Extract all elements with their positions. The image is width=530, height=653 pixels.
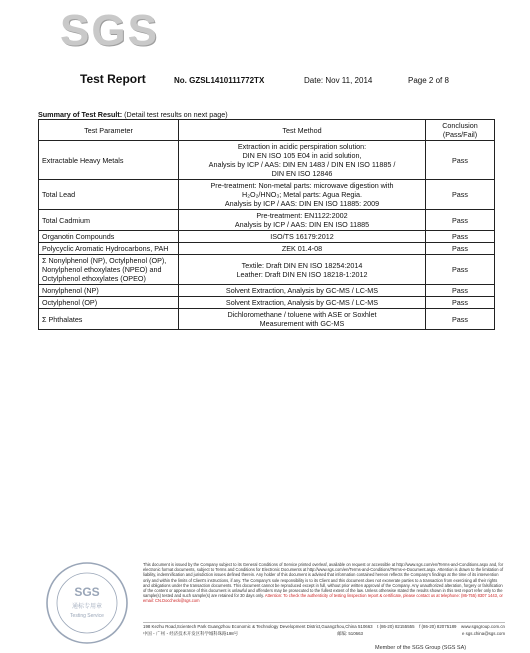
cell-parameter: Σ Phthalates: [39, 309, 179, 330]
footer-disclaimer: [143, 562, 505, 604]
attention-text: Attention: To check the authenticity of testing /inspection report & certificate, please contact us at telephone: (86-755) 8307 1443, or email: CN.Doccheck@sgs.com: [143, 593, 503, 604]
footer-address: [143, 622, 505, 637]
method-line: Dichloromethane / toluene with ASE or Soxhlet: [227, 310, 377, 319]
method-line: Pre-treatment: Non-metal parts: microwave digestion with: [210, 181, 394, 190]
header-method: Test Method: [179, 120, 426, 141]
method-line: Solvent Extraction, Analysis by GC-MS / LC-MS: [225, 298, 379, 307]
cell-parameter: Extractable Heavy Metals: [39, 141, 179, 180]
seal-en-text: Testing Service: [70, 613, 104, 619]
sgs-logo: SGS: [60, 6, 159, 55]
member-line: Member of the SGS Group (SGS SA): [375, 645, 467, 651]
method-line: Extraction in acidic perspiration solution:: [237, 142, 367, 151]
method-line: DIN EN ISO 105 E04 in acid solution,: [242, 151, 362, 160]
cell-conclusion: Pass: [426, 141, 495, 180]
cell-method: [179, 231, 426, 243]
cell-conclusion: Pass: [426, 309, 495, 330]
method-line: ISO/TS 16179:2012: [270, 232, 334, 241]
cell-method: [179, 180, 426, 210]
summary-heading: [38, 110, 228, 119]
cell-method: [179, 255, 426, 285]
summary-label: Summary of Test Result:: [38, 110, 123, 119]
table-row: [39, 297, 495, 309]
table-row: [39, 285, 495, 297]
header-conclusion-line2: (Pass/Fail): [442, 130, 478, 139]
report-title: Test Report: [80, 72, 146, 86]
cell-parameter: Σ Nonylphenol (NP), Octylphenol (OP), Nonylphenol ethoxylates (NPEO) and Octylphenol ethoxylates (OPEO): [39, 255, 179, 285]
table-row: [39, 309, 495, 330]
cell-parameter: Octylphenol (OP): [39, 297, 179, 309]
method-line: Analysis by ICP / AAS: DIN EN ISO 11885: [234, 220, 370, 229]
cell-conclusion: Pass: [426, 297, 495, 309]
report-number: No. GZSL1410111772TX: [174, 76, 265, 85]
address-row-cn: [143, 631, 505, 638]
method-line: H₂O₂/HNO₃; Metal parts: Agua Regia.: [242, 190, 362, 199]
cell-method: [179, 210, 426, 231]
cell-parameter: Nonylphenol (NP): [39, 285, 179, 297]
table-row: [39, 231, 495, 243]
cell-parameter: Total Cadmium: [39, 210, 179, 231]
cell-method: [179, 285, 426, 297]
cell-parameter: Organotin Compounds: [39, 231, 179, 243]
results-table: [38, 119, 495, 330]
method-line: Leather: Draft DIN EN ISO 18218-1:2012: [236, 269, 368, 279]
email: e sgs.china@sgs.com: [461, 630, 505, 636]
cell-conclusion: Pass: [426, 180, 495, 210]
cell-conclusion: Pass: [426, 231, 495, 243]
table-row: [39, 180, 495, 210]
header-conclusion-line1: Conclusion: [442, 121, 478, 130]
address-cn: 中国・广州・经济技术开发区科学城科珠路198号: [143, 630, 239, 636]
seal-cn-text: 通标专用章: [71, 603, 103, 610]
fax: f (86-20) 82075189: [419, 624, 457, 629]
address-en: 198 Kezhu Road,Scientech Park Guangzhou Economic & Technology Development District,Guangzhou,China 510663: [143, 624, 373, 629]
sgs-seal-stamp: [44, 560, 130, 646]
disclaimer-text: This document is issued by the Company subject to its General Conditions of Service printed overleaf, available on request or accessible at http://www.sgs.com/en/Terms-and-Conditions.aspx and, for electronic format documents, subject to Terms and Conditions for Electronic Documents at http://www.sgs.com/en/Terms-and-Conditions/Terms-e-Document.aspx. Attention is drawn to the limitation of liability, indemnification and jurisdiction issues defined therein. Any holder of this document is advised that information contained hereon reflects the Company's findings at the time of its intervention only and within the limits of Client's instructions, if any. The Company's sole responsibility is to its Client and this document does not exonerate parties to a transaction from exercising all their rights and obligations under the transaction documents. This document cannot be reproduced except in full, without prior written approval of the Company. Any unauthorized alteration, forgery or falsification of the content or appearance of this document is unlawful and offenders may be prosecuted to the fullest extent of the law. Unless otherwise stated the results shown in this test report refer only to the sample(s) tested and such sample(s) are retained for 30 days only.: [143, 562, 504, 599]
cell-conclusion: Pass: [426, 243, 495, 255]
method-line: Analysis by ICP / AAS: DIN EN 1483 / DIN EN ISO 11885 /: [208, 160, 396, 169]
table-row: [39, 210, 495, 231]
cell-parameter: Total Lead: [39, 180, 179, 210]
table-body: [39, 141, 495, 330]
method-line: Pre-treatment: EN1122:2002: [256, 211, 348, 220]
table-header-row: [39, 120, 495, 141]
cell-conclusion: Pass: [426, 255, 495, 285]
method-line: Measurement with GC-MS: [259, 319, 345, 328]
cell-method: [179, 297, 426, 309]
cell-conclusion: Pass: [426, 210, 495, 231]
cell-method: [179, 309, 426, 330]
table-row: [39, 243, 495, 255]
seal-sgs-text: SGS: [74, 585, 100, 599]
cell-conclusion: Pass: [426, 285, 495, 297]
cell-method: [179, 141, 426, 180]
report-header: [80, 74, 500, 90]
report-date: Date: Nov 11, 2014: [304, 76, 373, 85]
header-parameter: Test Parameter: [39, 120, 179, 141]
method-line: Textile: Draft DIN EN ISO 18254:2014: [241, 260, 363, 270]
cell-parameter: Polycyclic Aromatic Hydrocarbons, PAH: [39, 243, 179, 255]
web: www.sgsgroup.com.cn: [461, 624, 505, 629]
method-line: Solvent Extraction, Analysis by GC-MS / LC-MS: [225, 286, 379, 295]
postcode-cn: 邮编: 510663: [337, 630, 363, 636]
summary-note: (Detail test results on next page): [124, 110, 228, 119]
tel: t (86-20) 82155555: [377, 624, 415, 629]
table-row: [39, 141, 495, 180]
method-line: DIN EN ISO 12846: [271, 169, 333, 178]
table-row: [39, 255, 495, 285]
page-number: Page 2 of 8: [408, 76, 449, 85]
header-conclusion: [426, 120, 495, 141]
cell-method: [179, 243, 426, 255]
method-line: Analysis by ICP / AAS: DIN EN ISO 11885: 2009: [224, 199, 380, 208]
method-line: ZEK 01.4-08: [281, 244, 323, 253]
